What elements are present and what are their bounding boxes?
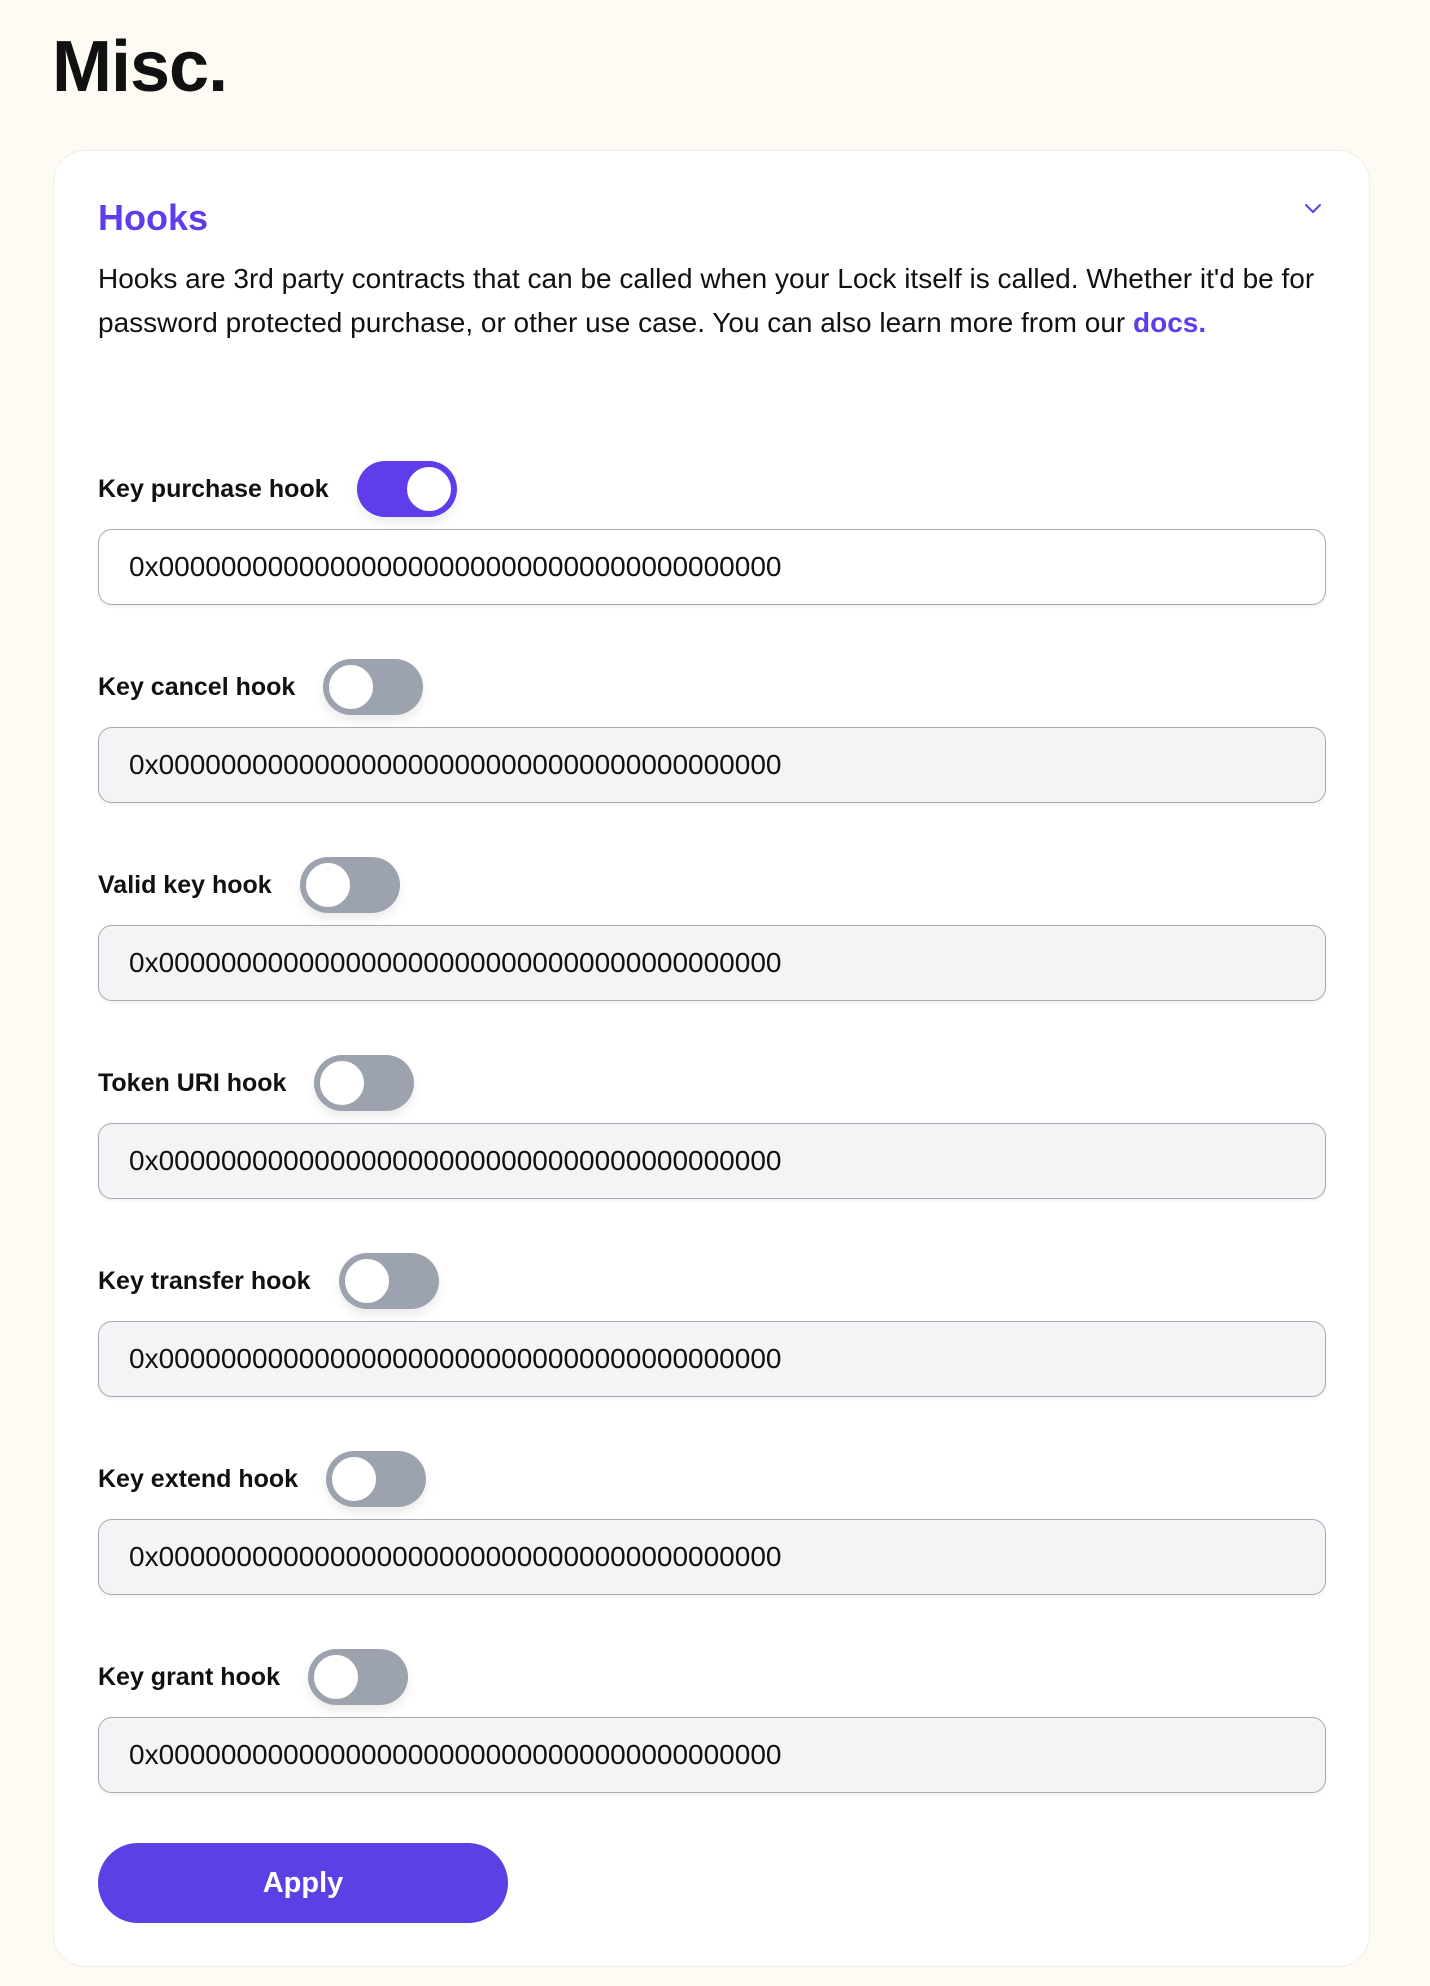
hook-row-header bbox=[98, 459, 1326, 519]
hook-label: Key purchase hook bbox=[98, 474, 329, 503]
hook-row bbox=[98, 1251, 1326, 1397]
toggle-knob bbox=[317, 1058, 367, 1108]
hook-address-input[interactable] bbox=[98, 1717, 1326, 1793]
hook-label: Valid key hook bbox=[98, 870, 272, 899]
hook-row bbox=[98, 1449, 1326, 1595]
hook-toggle[interactable] bbox=[308, 1649, 408, 1705]
hook-row bbox=[98, 1053, 1326, 1199]
toggle-knob bbox=[326, 662, 376, 712]
hook-toggle[interactable] bbox=[326, 1451, 426, 1507]
hook-toggle[interactable] bbox=[323, 659, 423, 715]
hook-toggle[interactable] bbox=[300, 857, 400, 913]
section-title: Hooks bbox=[98, 197, 209, 238]
toggle-knob bbox=[329, 1454, 379, 1504]
chevron-down-icon[interactable] bbox=[1301, 197, 1325, 221]
description-text: Hooks are 3rd party contracts that can be called when your Lock itself is called. Whether it'd be for password protected purchase, or other use case. You can also learn more from our bbox=[98, 263, 1315, 338]
hook-address-input[interactable] bbox=[98, 1519, 1326, 1595]
hook-toggle[interactable] bbox=[339, 1253, 439, 1309]
hook-address-input[interactable] bbox=[98, 1321, 1326, 1397]
toggle-knob bbox=[303, 860, 353, 910]
hook-toggle[interactable] bbox=[314, 1055, 414, 1111]
hook-row-header bbox=[98, 1053, 1326, 1113]
hook-address-input[interactable] bbox=[98, 925, 1326, 1001]
hook-address-input[interactable] bbox=[98, 1123, 1326, 1199]
hooks-card bbox=[53, 150, 1370, 1967]
hook-row-header bbox=[98, 1449, 1326, 1509]
hook-address-input[interactable] bbox=[98, 727, 1326, 803]
hook-address-input[interactable] bbox=[98, 529, 1326, 605]
hook-label: Key cancel hook bbox=[98, 672, 296, 701]
hook-row-header bbox=[98, 657, 1326, 717]
hook-row bbox=[98, 855, 1326, 1001]
hook-label: Key extend hook bbox=[98, 1464, 299, 1493]
hook-toggle[interactable] bbox=[357, 461, 457, 517]
hook-label: Token URI hook bbox=[98, 1068, 287, 1097]
hook-row-header bbox=[98, 855, 1326, 915]
hook-row-header bbox=[98, 1647, 1326, 1707]
docs-link[interactable]: docs. bbox=[1133, 307, 1207, 338]
toggle-knob bbox=[404, 464, 454, 514]
hook-label: Key grant hook bbox=[98, 1662, 280, 1691]
hook-row bbox=[98, 657, 1326, 803]
hook-row-header bbox=[98, 1251, 1326, 1311]
apply-button[interactable]: Apply bbox=[98, 1843, 508, 1923]
hook-row bbox=[98, 459, 1326, 605]
page-title: Misc. bbox=[52, 27, 228, 107]
hook-row bbox=[98, 1647, 1326, 1793]
toggle-knob bbox=[342, 1256, 392, 1306]
section-description bbox=[98, 257, 1338, 345]
toggle-knob bbox=[311, 1652, 361, 1702]
hook-label: Key transfer hook bbox=[98, 1266, 311, 1295]
